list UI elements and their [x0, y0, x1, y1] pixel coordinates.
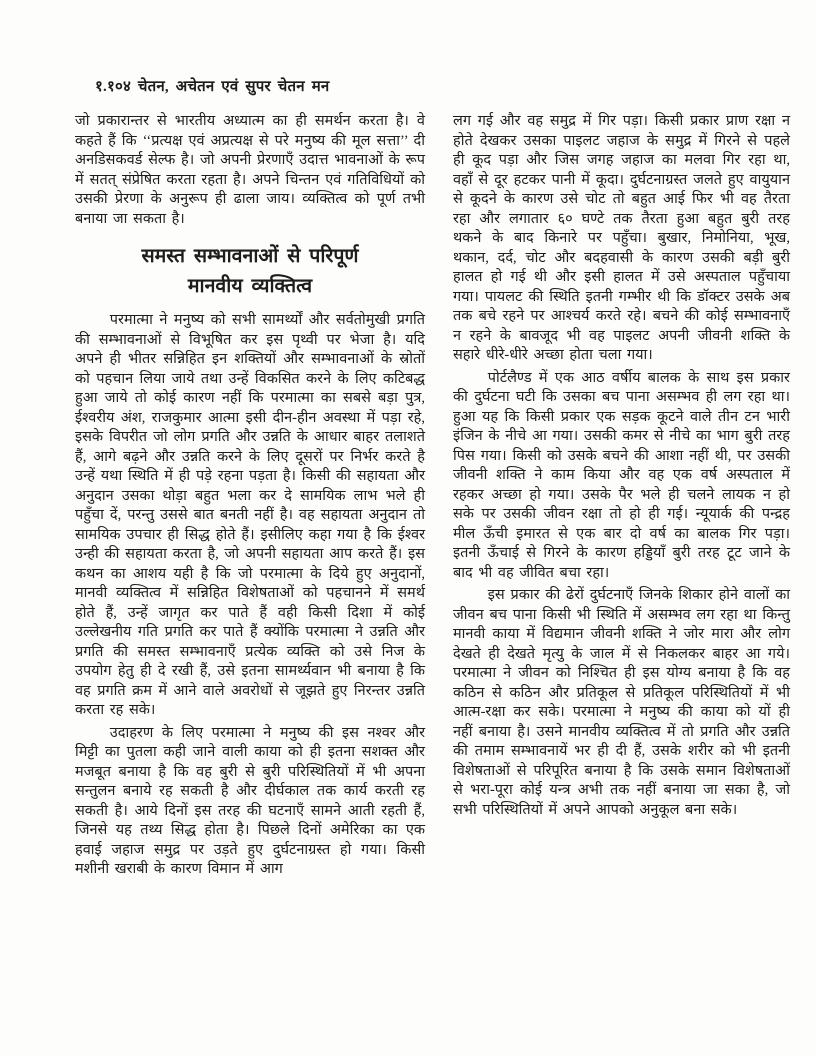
right-column: [453, 112, 790, 823]
section-heading-line-2: मानवीय व्यक्तित्व: [187, 276, 313, 297]
right-paragraph-continuation: लग गई और वह समुद्र में गिर पड़ा। किसी प्रकार प्राण रक्षा न होते देखकर उसका पाइलट जहाज के समुद्र में गिरने से पहले ही कूद पड़ा और जिस जगह जहाज का मलवा गिर रहा था, वहाँ से दूर हटकर पानी में कूदा। दुर्घटनाग्रस्त जलते हुए वायुयान से कूदने के कारण उसे चोट तो बहुत आई फिर भी वह तैरता रहा और लगातार ६० घण्टे तक तैरता हुआ बहुत बुरी तरह थकने के बाद किनारे पर पहुँचा। बुखार, निमोनिया, भूख, थकान, दर्द, चोट और बदहवासी के कारण उसकी बड़ी बुरी हालत हो गई थी और इसी हालत में उसे अस्पताल पहुँचाया गया। पायलट की स्थिति इतनी गम्भीर थी कि डॉक्टर उसके अब तक बचे रहने पर आश्चर्य करते रहे। बचने की कोई सम्भावनाएँ न रहने के बावजूद भी वह पाइलट अपनी जीवनी शक्ति के सहारे धीरे-धीरे अच्छा होता चला गया।: [453, 113, 790, 363]
two-column-text-block: [75, 112, 790, 883]
running-header: १.१०४ चेतन, अचेतन एवं सुपर चेतन मन: [95, 79, 330, 95]
left-paragraph-continuation: जो प्रकारान्तर से भारतीय अध्यात्म का ही समर्थन करता है। वे कहते हैं कि ‘‘प्रत्यक्ष एवं अप्रत्यक्ष से परे मनुष्य की मूल सत्ता’’ दी अनडिसकवर्ड सेल्फ है। जो अपनी प्रेरणाएँ उदात्त भावनाओं के रूप में सतत् संप्रेषित करता रहता है। अपने चिन्तन एवं गतिविधियों को उसकी प्रेरणा के अनुरूप ही ढाला जाय। व्यक्तित्व को पूर्ण तभी बनाया जा सकता है।: [75, 113, 425, 227]
left-paragraph-1: परमात्मा ने मनुष्य को सभी सामर्थ्यों और सर्वतोमुखी प्रगति की सम्भावनाओं से विभूषित कर इस पृथ्वी पर भेजा है। यदि अपने ही भीतर सन्निहित इन शक्तियों और सम्भावनाओं के स्रोतों को पहचान लिया जाये तथा उन्हें विकसित करने के लिए कटिबद्ध हुआ जाये तो कोई कारण नहीं कि परमात्मा का सबसे बड़ा पुत्र, ईश्वरीय अंश, राजकुमार आत्मा इसी दीन-हीन अवस्था में पड़ा रहे, इसके विपरीत जो लोग प्रगति और उन्नति के आधार बाहर तलाशते हैं, आगे बढ़ने और उन्नति करने के लिए दूसरों पर निर्भर करते है उन्हें यथा स्थिति में ही पड़े रहना पड़ता है। किसी की सहायता और अनुदान उसका थोड़ा बहुत भला कर दे सामयिक लाभ भले ही पहुँचा दें, परन्तु उससे बात बनती नहीं है। वह सहायता अनुदान तो सामयिक उपचार ही सिद्ध होते हैं। इसीलिए कहा गया है कि ईश्वर उन्ही की सहायता करता है, जो अपनी सहायता आप करते हैं। इस कथन का आशय यही है कि जो परमात्मा के दिये हुए अनुदानों, मानवी व्यक्तित्व में सन्निहित विशेषताओं को पहचानने में समर्थ होते हैं, उन्हें जागृत कर पाते हैं वही किसी दिशा में कोई उल्लेखनीय गति प्रगति कर पाते हैं क्योंकि परमात्मा ने उन्नति और प्रगति की समस्त सम्भावनाएँ प्रत्येक व्यक्ति को उसे निज के उपयोग हेतु ही दे रखी हैं, उसे इतना सामर्थ्यवान भी बनाया है कि वह प्रगति क्रम में आने वाले अवरोधों से जूझते हुए निरन्तर उन्नति करता रह सके।: [75, 312, 425, 718]
right-paragraph-1: पोर्टलैण्ड में एक आठ वर्षीय बालक के साथ इस प्रकार की दुर्घटना घटी कि उसका बच पाना असम्भव ही लग रहा था। हुआ यह कि किसी प्रकार एक सड़क कूटने वाले तीन टन भारी इंजिन के नीचे आ गया। उसकी कमर से नीचे का भाग बुरी तरह पिस गया। किसी को उसके बचने की आशा नहीं थी, पर उसकी जीवनी शक्ति ने काम किया और वह एक वर्ष अस्पताल में रहकर अच्छा हो गया। उसके पैर भले ही चलने लायक न हो सके पर उसकी जीवन रक्षा तो हो ही गई। न्यूयार्क की पन्द्रह मील ऊँची इमारत से एक बार दो वर्ष का बालक गिर पड़ा। इतनी ऊँचाई से गिरने के कारण हड्डियाँ बुरी तरह टूट जाने के बाद भी वह जीवित बचा रहा।: [453, 369, 790, 581]
left-paragraph-2: उदाहरण के लिए परमात्मा ने मनुष्य की इस नश्वर और मिट्टी का पुतला कही जाने वाली काया को ही इतना सशक्त और मजबूत बनाया है कि वह बुरी से बुरी परिस्थितियों में भी अपना सन्तुलन बनाये रह सकती है और दीर्घकाल तक कार्य करती रह सकती है। आये दिनों इस तरह की घटनाएँ सामने आती रहती हैं, जिनसे यह तथ्य सिद्ध होता है। पिछले दिनों अमेरिका का एक हवाई जहाज समुद्र पर उड़ते हुए दुर्घटनाग्रस्त हो गया। किसी मशीनी खराबी के कारण विमान में आग: [75, 724, 425, 877]
right-paragraph-2: इस प्रकार की ढेरों दुर्घटनाएँ जिनके शिकार होने वालों का जीवन बच पाना किसी भी स्थिति में असम्भव लग रहा था किन्तु मानवी काया में विद्यमान जीवनी शक्ति ने जोर मारा और लोग देखते ही देखते मृत्यु के जाल में से निकलकर बाहर आ गये। परमात्मा ने जीवन को निश्चित ही इस योग्य बनाया है कि वह कठिन से कठिन और प्रतिकूल से प्रतिकूल परिस्थितियों में भी आत्म-रक्षा कर सके। परमात्मा ने मनुष्य की काया को यों ही नहीं बनाया है। उसने मानवीय व्यक्तित्व में तो प्रगति और उन्नति की तमाम सम्भावनायें भर ही दी हैं, उसके शरीर को भी इतनी विशेषताओं से परिपूरित बनाया है कि उसके समान विशेषताओं से भरा-पूरा कोई यन्त्र अभी तक नहीं बनाया जा सका है, जो सभी परिस्थितियों में अपने आपको अनुकूल बना सके।: [453, 587, 790, 818]
section-heading-line-1: समस्त सम्भावनाओं से परिपूर्ण: [141, 246, 359, 267]
left-column: [75, 112, 425, 883]
section-heading: [75, 242, 425, 302]
